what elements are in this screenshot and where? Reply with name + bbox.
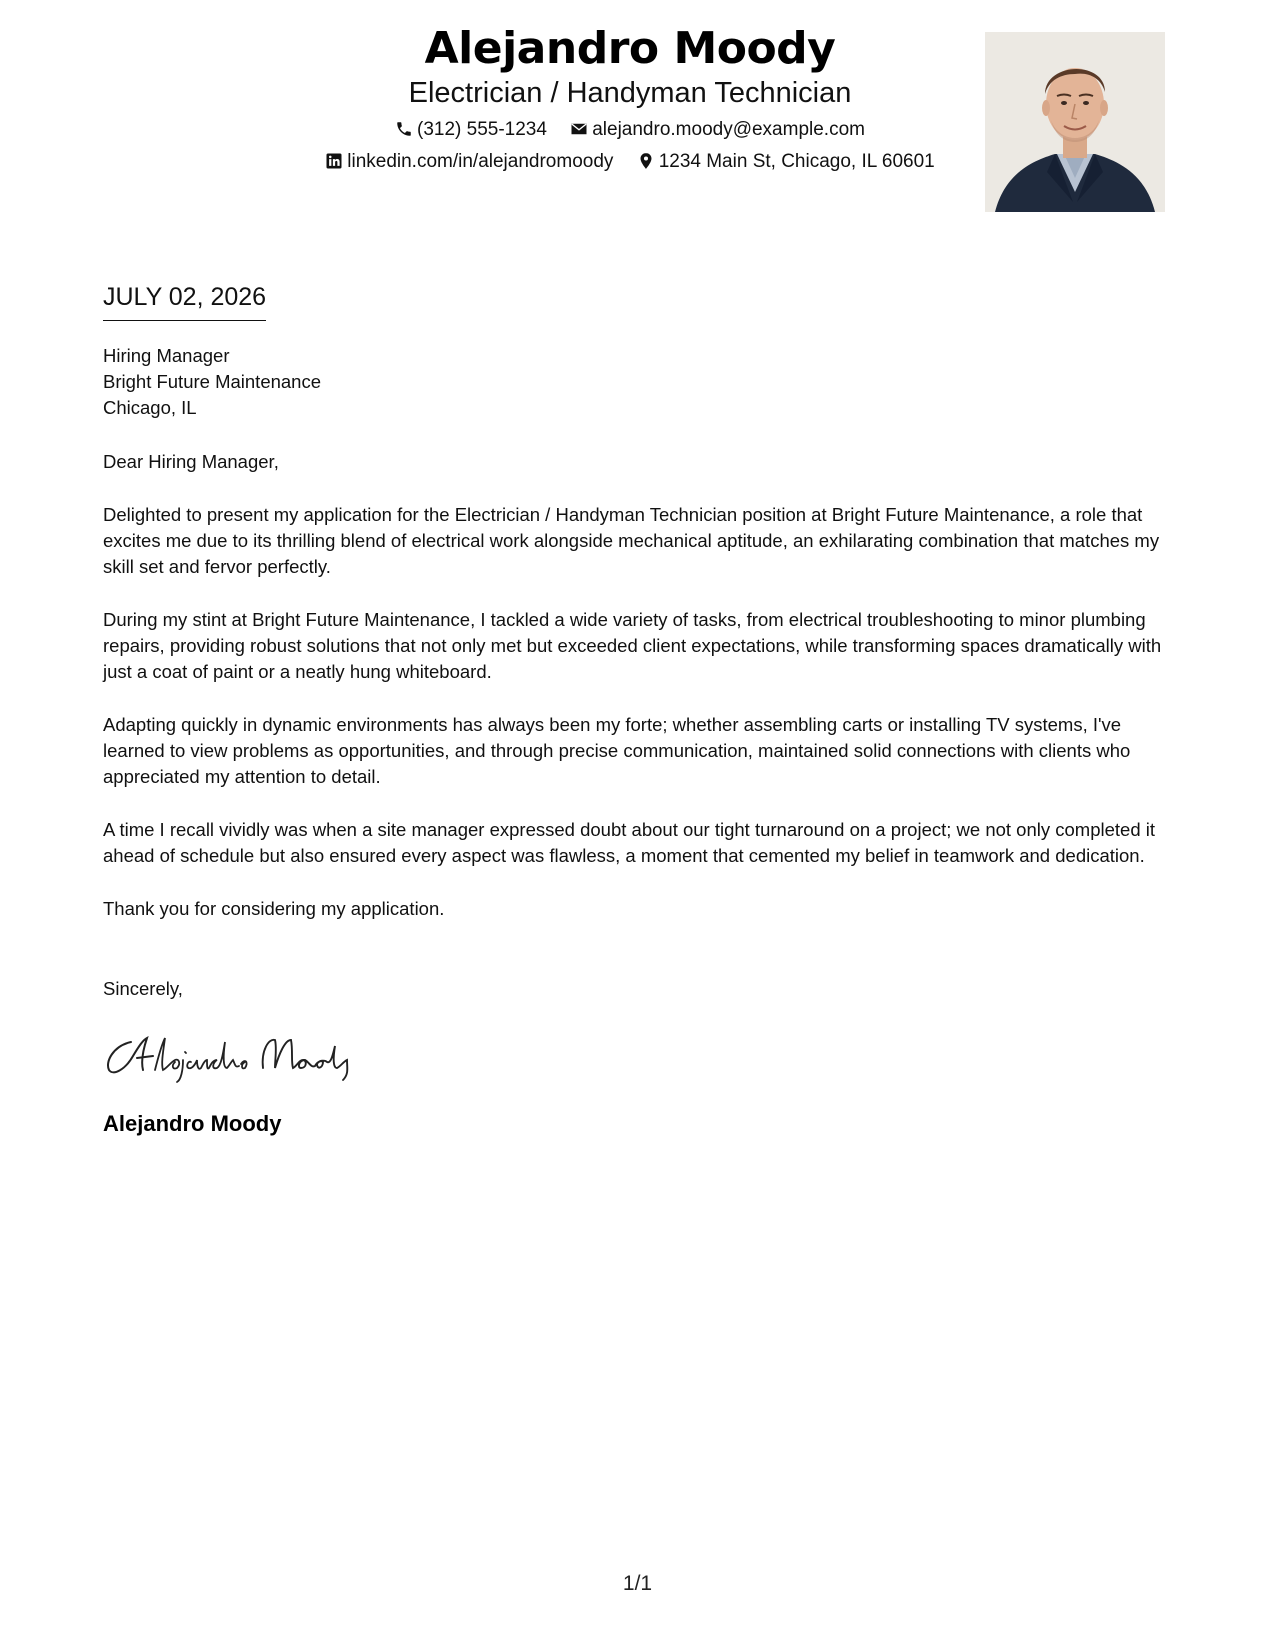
signer-name: Alejandro Moody: [103, 1111, 282, 1136]
applicant-name: Alejandro Moody: [424, 23, 836, 74]
contact-row-1: [230, 118, 1030, 142]
phone-icon: [395, 120, 413, 138]
address-text: 1234 Main St, Chicago, IL 60601: [658, 151, 935, 173]
body-paragraph: Delighted to present my application for the Electrician / Handyman Technician position at Bright Future Maintenance, a role that excites me due to its thrilling blend of electrical work alongside mechanical aptitude, an exhilarating combination that matches my skill set and fervor perfectly.: [103, 504, 1160, 577]
applicant-title: Electrician / Handyman Technician: [408, 77, 852, 109]
contact-phone[interactable]: [395, 118, 547, 142]
linkedin-text: linkedin.com/in/alejandromoody: [347, 151, 614, 173]
page-number: 1/1: [622, 1572, 653, 1595]
profile-photo: [985, 32, 1165, 212]
letter-body: [103, 280, 1173, 1138]
phone-text: (312) 555-1234: [417, 119, 547, 140]
body-paragraph: A time I recall vividly was when a site manager expressed doubt about our tight turnaround on a project; we not only completed it ahead of schedule but also ensured every aspect was flawless, a moment that cemented my belief in teamwork and dedication.: [103, 819, 1155, 866]
contact-linkedin[interactable]: [325, 150, 613, 174]
closing: Sincerely,: [103, 978, 183, 999]
recipient-line: Hiring Manager: [103, 345, 230, 366]
header-info: [230, 22, 1030, 174]
recipient-line: Bright Future Maintenance: [103, 371, 322, 392]
email-text: alejandro.moody@example.com: [592, 119, 865, 140]
contact-address[interactable]: [637, 150, 935, 174]
salutation: Dear Hiring Manager,: [103, 451, 279, 472]
body-paragraph: Thank you for considering my application.: [103, 898, 445, 919]
recipient-line: Chicago, IL: [103, 397, 197, 418]
linkedin-icon: [325, 152, 343, 170]
envelope-icon: [570, 120, 588, 138]
body-paragraph: Adapting quickly in dynamic environments has always been my forte; whether assembling carts or installing TV systems, I've learned to view problems as opportunities, and through precise communication, maintained solid connections with clients who appreciated my attention to detail.: [103, 714, 1131, 787]
contact-row-2: [230, 150, 1030, 174]
handwritten-signature: [103, 1024, 383, 1084]
contact-email[interactable]: [570, 118, 865, 142]
map-pin-icon: [637, 152, 655, 170]
recipient-block: [103, 343, 1173, 421]
letter-date: JULY 02, 2026: [103, 280, 266, 321]
letter-header: [0, 22, 1275, 222]
body-paragraph: During my stint at Bright Future Maintenance, I tackled a wide variety of tasks, from electrical troubleshooting to minor plumbing repairs, providing robust solutions that not only met but exceeded client expectations, while transforming spaces dramatically with just a coat of paint or a neatly hung whiteboard.: [103, 609, 1162, 682]
